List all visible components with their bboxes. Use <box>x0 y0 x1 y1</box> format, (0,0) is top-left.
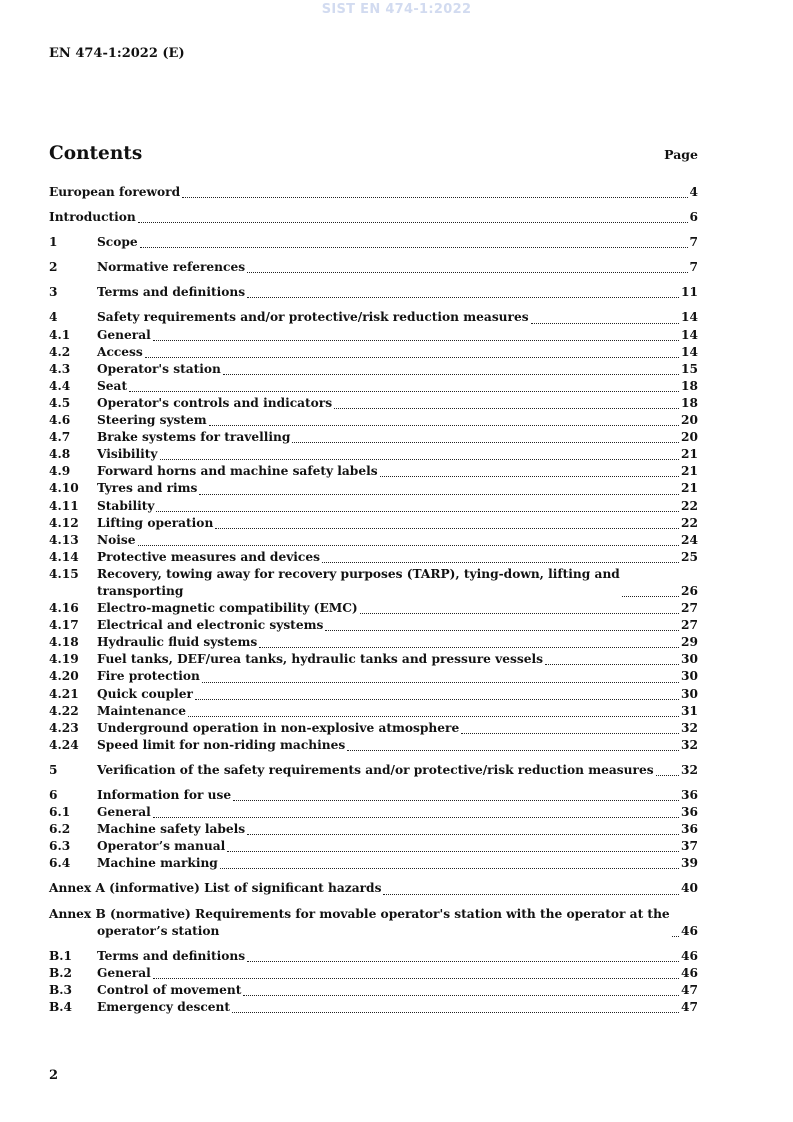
toc-entry-number: B.1 <box>49 948 73 963</box>
dot-leader <box>531 323 679 324</box>
toc-entry[interactable] <box>49 549 698 566</box>
dot-leader <box>199 494 679 495</box>
toc-entry-page: 47 <box>681 1000 698 1015</box>
toc-entry[interactable] <box>49 965 698 982</box>
toc-entry-page: 27 <box>681 618 698 633</box>
toc-entry[interactable] <box>49 787 698 804</box>
toc-entry-title-line1: Annex B (normative) Requirements for movable operator's station with the operator at the <box>49 906 670 921</box>
toc-entry-number: 4.23 <box>49 720 79 735</box>
dot-leader <box>247 272 687 273</box>
toc-entry-title: Visibility <box>97 447 158 462</box>
dot-leader <box>233 800 679 801</box>
toc-entry[interactable] <box>49 309 698 326</box>
toc-entry-title <box>97 566 620 600</box>
toc-entry-title: Stability <box>97 498 155 513</box>
toc-entry[interactable] <box>49 880 698 897</box>
document-id-header: EN 474-1:2022 (E) <box>49 46 185 61</box>
toc-entry-number: 4.22 <box>49 703 79 718</box>
toc-entry-title: Control of movement <box>97 982 242 997</box>
toc-entry-page: 46 <box>681 965 698 980</box>
toc-entry-title: Operator's controls and indicators <box>97 395 333 410</box>
toc-entry[interactable] <box>49 209 698 226</box>
toc-entry-page: 32 <box>681 737 698 752</box>
toc-entry-title <box>49 906 670 940</box>
dot-leader <box>325 630 679 631</box>
toc-entry-page: 36 <box>681 788 698 802</box>
toc-entry-number: 4.17 <box>49 618 79 633</box>
dot-leader <box>461 733 679 734</box>
toc-entry-title: Brake systems for travelling <box>97 430 291 445</box>
toc-entry-number: 6.3 <box>49 839 71 854</box>
toc-entry[interactable] <box>49 720 698 737</box>
dot-leader <box>209 425 679 426</box>
toc-entry-page: 7 <box>689 235 698 250</box>
toc-entry-title: Noise <box>97 532 136 547</box>
dot-leader <box>347 750 679 751</box>
dot-leader <box>145 357 679 358</box>
toc-entry-page: 14 <box>681 310 698 325</box>
toc-entry-number: 4.8 <box>49 447 71 462</box>
toc-entry-title: Scope <box>97 235 138 250</box>
toc-entry-page: 7 <box>689 260 698 275</box>
dot-leader <box>656 775 679 776</box>
toc-entry[interactable] <box>49 762 698 779</box>
toc-entry-number: 5 <box>49 762 58 777</box>
toc-entry[interactable] <box>49 498 698 515</box>
toc-entry-number: 6.2 <box>49 822 71 837</box>
toc-entry-title: Hydraulic fluid systems <box>97 635 258 650</box>
toc-entry-title: Normative references <box>97 260 246 275</box>
toc-entry-title-line1: Recovery, towing away for recovery purposes (TARP), tying-down, lifting and <box>97 566 620 581</box>
toc-entry-title: Safety requirements and/or protective/risk reduction measures <box>97 310 529 325</box>
toc-entry-page: 6 <box>689 210 698 225</box>
toc-entry-title: Terms and definitions <box>97 948 246 963</box>
dot-leader <box>360 613 679 614</box>
toc-entry-number: 6.4 <box>49 856 71 871</box>
toc-entry[interactable] <box>49 532 698 549</box>
toc-entry[interactable] <box>49 999 698 1016</box>
toc-entry-page: 26 <box>681 583 698 598</box>
dot-leader <box>202 682 679 683</box>
dot-leader <box>259 647 679 648</box>
toc-entry[interactable] <box>49 395 698 412</box>
toc-entry[interactable] <box>49 804 698 821</box>
table-of-contents <box>49 184 698 1016</box>
dot-leader <box>220 868 679 869</box>
toc-entry[interactable] <box>49 821 698 838</box>
toc-entry-page: 27 <box>681 601 698 616</box>
toc-entry-title: Fuel tanks, DEF/urea tanks, hydraulic tanks and pressure vessels <box>97 652 543 667</box>
dot-leader <box>622 596 679 597</box>
toc-entry[interactable] <box>49 259 698 276</box>
watermark: SIST EN 474-1:2022 <box>321 2 472 17</box>
dot-leader <box>243 995 679 996</box>
toc-entry-number: B.4 <box>49 1000 73 1015</box>
toc-entry[interactable] <box>49 566 698 600</box>
toc-entry-page: 14 <box>681 327 698 342</box>
dot-leader <box>129 391 679 392</box>
toc-entry-page: 30 <box>681 669 698 684</box>
toc-entry-title: Maintenance <box>97 703 187 718</box>
toc-entry-title: Verification of the safety requirements and/or protective/risk reduction measures <box>97 762 654 777</box>
toc-entry-title: Operator's station <box>97 361 221 376</box>
toc-entry[interactable] <box>49 855 698 872</box>
toc-entry[interactable] <box>49 446 698 463</box>
toc-entry-page: 32 <box>681 762 698 777</box>
toc-entry-page: 21 <box>681 481 698 496</box>
toc-entry-title: Machine marking <box>97 856 218 871</box>
toc-entry[interactable] <box>49 344 698 361</box>
toc-entry-title: European foreword <box>49 185 181 199</box>
toc-entry-title: General <box>97 965 151 980</box>
toc-entry-number: 4.4 <box>49 378 71 393</box>
toc-entry[interactable] <box>49 686 698 703</box>
toc-entry-page: 20 <box>681 413 698 428</box>
toc-entry-page: 30 <box>681 686 698 701</box>
toc-entry-number: 1 <box>49 235 58 250</box>
toc-entry-title: Electro-magnetic compatibility (EMC) <box>97 601 358 616</box>
toc-entry[interactable] <box>49 412 698 429</box>
toc-entry-number: 4.3 <box>49 361 71 376</box>
dot-leader <box>182 197 687 198</box>
toc-entry[interactable] <box>49 234 698 251</box>
toc-entry-number: B.2 <box>49 965 73 980</box>
toc-entry-title: Annex A (informative) List of significant hazards <box>49 881 382 896</box>
toc-entry-page: 18 <box>681 378 698 393</box>
toc-entry[interactable] <box>49 982 698 999</box>
toc-entry-page: 46 <box>681 948 698 963</box>
toc-entry-title: Forward horns and machine safety labels <box>97 464 378 479</box>
dot-leader <box>292 442 679 443</box>
contents-title: Contents <box>49 143 143 164</box>
page-column-heading: Page <box>664 147 698 162</box>
toc-entry-page: 15 <box>681 361 698 376</box>
toc-entry-number: B.3 <box>49 982 73 997</box>
toc-entry-number: 4.6 <box>49 413 71 428</box>
toc-entry-number: 4.13 <box>49 532 79 547</box>
toc-entry[interactable] <box>49 651 698 668</box>
dot-leader <box>188 716 679 717</box>
toc-entry-title: Underground operation in non-explosive atmosphere <box>97 720 460 735</box>
toc-entry-title: General <box>97 327 151 342</box>
toc-entry-title-line2: operator’s station <box>97 923 220 938</box>
toc-entry[interactable] <box>49 906 698 940</box>
toc-entry-title: Quick coupler <box>97 686 193 701</box>
toc-entry-number: 2 <box>49 260 58 275</box>
toc-entry-page: 36 <box>681 822 698 837</box>
toc-entry-page: 21 <box>681 464 698 479</box>
toc-entry[interactable] <box>49 463 698 480</box>
dot-leader <box>223 374 679 375</box>
toc-entry-page: 18 <box>681 395 698 410</box>
dot-leader <box>215 528 679 529</box>
toc-entry[interactable] <box>49 184 698 201</box>
toc-entry-page: 24 <box>681 532 698 547</box>
toc-entry-page: 47 <box>681 982 698 997</box>
toc-entry-number: 4.19 <box>49 652 79 667</box>
toc-entry-page: 29 <box>681 635 698 650</box>
toc-entry[interactable] <box>49 361 698 378</box>
toc-entry-number: 4.24 <box>49 737 79 752</box>
toc-entry-title: Fire protection <box>97 669 200 684</box>
toc-entry-page: 46 <box>681 923 698 938</box>
toc-entry-title: Electrical and electronic systems <box>97 618 324 633</box>
dot-leader <box>322 562 679 563</box>
toc-entry-page: 22 <box>681 498 698 513</box>
toc-entry-title: Machine safety labels <box>97 822 246 837</box>
toc-entry-page: 21 <box>681 447 698 462</box>
dot-leader <box>383 894 679 895</box>
toc-entry-number: 4.7 <box>49 430 71 445</box>
toc-entry-title: Access <box>97 344 143 359</box>
toc-entry-number: 4.9 <box>49 464 71 479</box>
toc-entry[interactable] <box>49 703 698 720</box>
dot-leader <box>195 699 679 700</box>
toc-entry-number: 3 <box>49 285 58 300</box>
toc-entry-title: Operator’s manual <box>97 839 226 854</box>
toc-entry-number: 4.18 <box>49 635 79 650</box>
toc-entry[interactable] <box>49 948 698 965</box>
toc-entry-title: Protective measures and devices <box>97 549 320 564</box>
toc-entry-title: General <box>97 805 151 820</box>
toc-entry-title: Introduction <box>49 210 136 225</box>
toc-entry[interactable] <box>49 429 698 446</box>
toc-entry-number: 4.5 <box>49 395 71 410</box>
toc-entry-title: Tyres and rims <box>97 481 198 496</box>
page-number: 2 <box>49 1068 59 1083</box>
toc-entry-page: 11 <box>681 285 698 300</box>
toc-entry-number: 4.12 <box>49 515 79 530</box>
toc-entry-title: Information for use <box>97 788 232 802</box>
dot-leader <box>672 936 679 937</box>
toc-entry[interactable] <box>49 327 698 344</box>
dot-leader <box>156 511 679 512</box>
toc-entry[interactable] <box>49 378 698 395</box>
toc-entry-number: 4.15 <box>49 566 79 581</box>
toc-entry-title-line2: transporting <box>97 583 184 598</box>
dot-leader <box>153 817 679 818</box>
dot-leader <box>140 247 688 248</box>
toc-entry[interactable] <box>49 515 698 532</box>
toc-entry-page: 31 <box>681 703 698 718</box>
toc-entry-title: Seat <box>97 378 128 393</box>
toc-entry-number: 4 <box>49 310 58 325</box>
toc-entry[interactable] <box>49 737 698 754</box>
toc-entry-number: 6 <box>49 788 58 802</box>
dot-leader <box>232 1012 679 1013</box>
dot-leader <box>153 978 679 979</box>
dot-leader <box>138 545 680 546</box>
toc-entry-page: 22 <box>681 515 698 530</box>
dot-leader <box>138 222 688 223</box>
dot-leader <box>247 834 679 835</box>
toc-entry[interactable] <box>49 600 698 617</box>
toc-entry[interactable] <box>49 617 698 634</box>
dot-leader <box>247 297 679 298</box>
toc-entry-page: 40 <box>681 881 698 896</box>
toc-entry-page: 37 <box>681 839 698 854</box>
toc-entry[interactable] <box>49 634 698 651</box>
dot-leader <box>247 961 679 962</box>
dot-leader <box>153 340 679 341</box>
dot-leader <box>545 664 679 665</box>
toc-entry-number: 6.1 <box>49 805 71 820</box>
toc-entry-page: 14 <box>681 344 698 359</box>
toc-entry-title: Steering system <box>97 413 207 428</box>
toc-entry-number: 4.21 <box>49 686 79 701</box>
toc-entry-title: Terms and definitions <box>97 285 246 300</box>
toc-entry-title: Lifting operation <box>97 515 214 530</box>
toc-entry-number: 4.10 <box>49 481 79 496</box>
toc-entry-title: Speed limit for non-riding machines <box>97 737 346 752</box>
toc-entry[interactable] <box>49 838 698 855</box>
toc-entry[interactable] <box>49 668 698 685</box>
dot-leader <box>334 408 679 409</box>
toc-entry-page: 30 <box>681 652 698 667</box>
toc-entry-page: 32 <box>681 720 698 735</box>
toc-entry-number: 4.11 <box>49 498 79 513</box>
toc-entry-number: 4.2 <box>49 344 71 359</box>
toc-entry-page: 20 <box>681 430 698 445</box>
toc-entry-page: 4 <box>689 185 698 199</box>
toc-entry-number: 4.16 <box>49 601 79 616</box>
toc-entry-page: 25 <box>681 549 698 564</box>
toc-entry[interactable] <box>49 284 698 301</box>
dot-leader <box>227 851 679 852</box>
dot-leader <box>380 476 679 477</box>
toc-entry-title: Emergency descent <box>97 1000 231 1015</box>
toc-entry-number: 4.20 <box>49 669 79 684</box>
toc-entry-page: 39 <box>681 856 698 871</box>
toc-entry-number: 4.14 <box>49 549 79 564</box>
toc-entry-page: 36 <box>681 805 698 820</box>
toc-entry-number: 4.1 <box>49 327 71 342</box>
toc-entry[interactable] <box>49 480 698 497</box>
dot-leader <box>160 459 680 460</box>
